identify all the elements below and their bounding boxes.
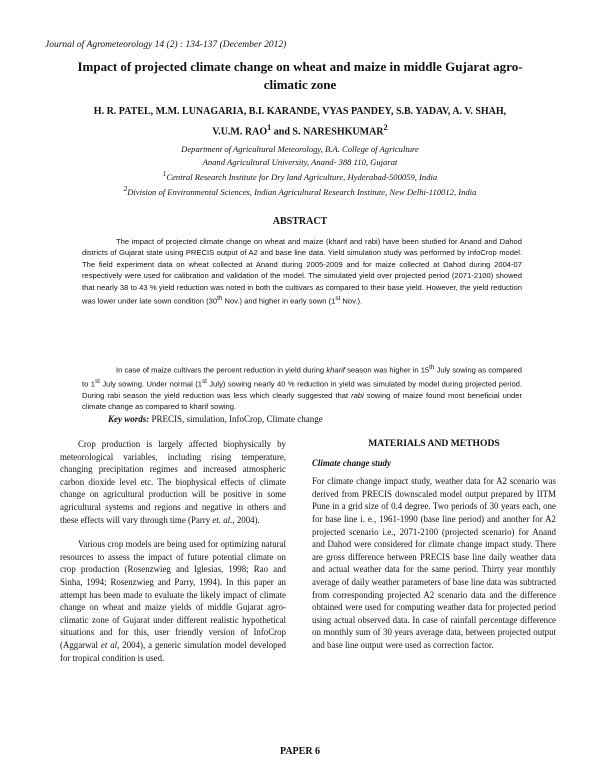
- abstract-heading: ABSTRACT: [272, 216, 328, 227]
- methods-paragraph-1: For climate change impact study, weather data for A2 scenario was derived from PRECIS downscaled model output prepared by IITM Pune in a grid size of 0.4 degree. Two periods of 30 years each, one for base line i. e., 1961-1990 (base line period) and another for A2 projected scenario i.e., 2071-2100 (projected scenario) for Anand and Dahod were considered for climate change impact study. There are gross difference between PRECIS base line daily weather data and actual weather data for the same period. Thirty year monthly average of daily weather parameters of base line data was subtracted from corresponding projected A2 scenario data and the difference obtained were used for computing weather data for projected period using actual observed data. In case of rainfall percentage difference on monthly sum of 30 years average data, between projected output and base line output were used as correction factor.: [312, 476, 556, 650]
- abstract-paragraph-2: In case of maize cultivars the percent reduction in yield during kharif season was higher in 15th July sowing as compared to 1st July sowing. Under normal (1st July) sowing nearly 40 % reduction in yield was simulated by model during projected period. During rabi season the yield reduction was less which clearly suggested that rabi sowing of maize found most beneficial under climate change as compared to kharif sowing.: [82, 364, 523, 412]
- intro-paragraph-1: Crop production is largely affected biophysically by meteorological variables, including rising temperature, changing precipitation regimes and increased atmospheric carbon dioxide level etc. The biophysical effects of climate change on agricultural production will be positive in some agricultural systems and regions and negative in others and these effects will vary through time (Parry et. al., 2004).: [60, 439, 286, 525]
- intro-paragraph-2: Various crop models are being used for optimizing natural resources to assess the impact of future potential climate on crop production (Rosenzwieg and Iglesias, 1998; Rao and Sinha, 1994; Rosenzwieg and Parry, 1994). In this paper an attempt has been made to evaluate the likely impact of climate change on wheat and maize yields of middle Gujarat agro-climatic zone of Gujarat under different realistic hypothetical situations and for this, user friendly version of InfoCrop (Aggarwal et al, 2004), a generic simulation model developed for tropical condition is used.: [60, 539, 286, 663]
- affiliation-3: $^1$Central Research Institute for Dry land Agriculture, Hyderabad-500059, India: [162, 170, 438, 182]
- right-column: [312, 438, 556, 664]
- journal-citation: Journal of Agrometeorology 14 (2) : 134-137 (December 2012): [45, 40, 287, 50]
- keywords: [108, 414, 323, 424]
- left-column: [60, 438, 286, 676]
- keywords-text: PRECIS, simulation, InfoCrop, Climate change: [149, 414, 323, 424]
- affiliations: [45, 143, 555, 199]
- affiliation-4: $^2$Division of Environmental Sciences, Indian Agricultural Research Institute, New Delhi-110012, India: [123, 185, 477, 198]
- paper-number-footer: PAPER 6: [279, 746, 321, 757]
- affiliation-2: Anand Agricultural University, Anand- 388 110, Gujarat: [202, 156, 398, 167]
- abstract-paragraph-1: The impact of projected climate change on wheat and maize (kharif and rabi) have been studied for Anand and Dahod districts of Gujarat state using PRECIS output of A2 and base line data. Yield simulation study was performed by InfoCrop model. The field experiment data on wheat collected at Anand during 2005-2009 and for maize collected at Dahod during 2004-07 respectively were used for calibration and validation of the model. The simulated yield over projected period (2071-2100) showed that nearly 38 to 43 % yield reduction was noted in both the cultivars as compared to their base yield. However, the yield reduction was lower under late sown condition (30th Nov.) and higher in early sown (1st Nov.).: [82, 237, 522, 306]
- affiliation-1: Department of Agricultural Meteorology, B.A. College of Agriculture: [181, 144, 419, 154]
- author-line-1: H. R. PATEL, M.M. LUNAGARIA, B.I. KARANDE, VYAS PANDEY, S.B. YADAV, A. V. SHAH,: [93, 106, 507, 117]
- keywords-label: Key words:: [108, 414, 150, 424]
- author-list: [45, 104, 555, 140]
- subsection-heading-climate-change: Climate change study: [312, 457, 391, 468]
- paper-title: Impact of projected climate change on wheat and maize in middle Gujarat agro-climatic zone: [77, 59, 523, 92]
- author-line-2: V.U.M. RAO$^1$ and S. NARESHKUMAR$^2$: [212, 123, 388, 138]
- section-heading-methods: MATERIALS AND METHODS: [368, 438, 500, 449]
